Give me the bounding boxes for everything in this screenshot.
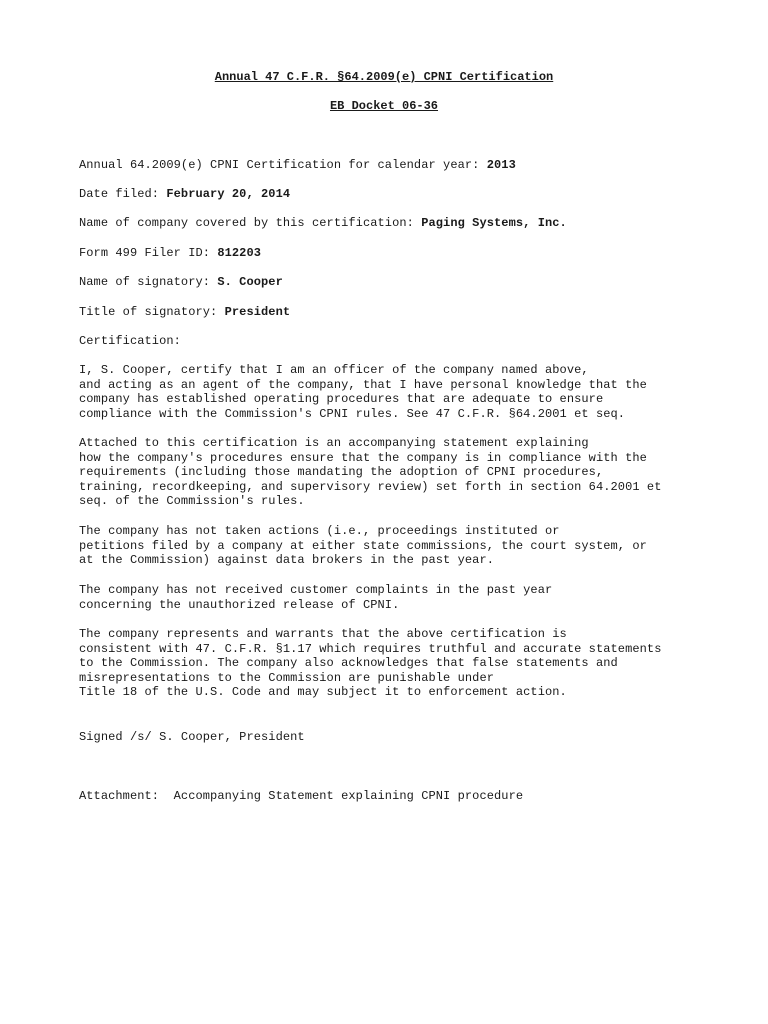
signatory-label: Name of signatory: [79, 275, 218, 289]
company-value: Paging Systems, Inc. [421, 216, 567, 230]
filer-id-value: 812203 [217, 246, 262, 260]
signatory-field [79, 275, 283, 290]
company-label: Name of company covered by this certification: [79, 216, 422, 230]
signatory-value: S. Cooper [217, 275, 283, 289]
date-filed-field [79, 187, 290, 202]
paragraph-data-brokers: The company has not taken actions (i.e., proceedings instituted or petitions filed by a company at either state commissions, the court system, or at the Commission) against data brokers in the past year. [79, 524, 647, 568]
signature-line: Signed /s/ S. Cooper, President [79, 730, 305, 744]
date-filed-value: February 20, 2014 [166, 187, 291, 201]
certification-label: Certification: [79, 334, 181, 348]
date-filed-label: Date filed: [79, 187, 167, 201]
calendar-year-value: 2013 [486, 158, 516, 172]
paragraph-officer-certification: I, S. Cooper, certify that I am an officer of the company named above, and acting as an agent of the company, that I have personal knowledge that the company has established operating procedures that are adequate to ensure compliance with the Commission's CPNI rules. See 47 C.F.R. §64.2001 et seq. [79, 363, 647, 421]
attachment-line: Attachment: Accompanying Statement explaining CPNI procedure [79, 789, 524, 803]
paragraph-complaints: The company has not received customer complaints in the past year concerning the unauthorized release of CPNI. [79, 583, 553, 612]
paragraph-representations: The company represents and warrants that the above certification is consistent with 47. C.F.R. §1.17 which requires truthful and accurate statements to the Commission. The company also acknowledges that false statements and misrepresentations to the Commission are punishable under Title 18 of the U.S. Code and may subject it to enforcement action. [79, 627, 662, 700]
calendar-year-field [79, 158, 516, 173]
signatory-title-value: President [224, 305, 291, 319]
filer-id-label: Form 499 Filer ID: [79, 246, 218, 260]
calendar-year-label: Annual 64.2009(e) CPNI Certification for calendar year: [79, 158, 487, 172]
company-field [79, 216, 567, 231]
signatory-title-field [79, 305, 290, 320]
document-title: Annual 47 C.F.R. §64.2009(e) CPNI Certification [214, 70, 554, 84]
signatory-title-label: Title of signatory: [79, 305, 225, 319]
paragraph-accompanying-statement: Attached to this certification is an accompanying statement explaining how the company's procedures ensure that the company is in compliance with the requirements (including those mandating the adoption of CPNI procedures, training, recordkeeping, and supervisory review) set forth in section 64.2001 et seq. of the Commission's rules. [79, 436, 662, 509]
docket-number: EB Docket 06-36 [329, 99, 439, 113]
filer-id-field [79, 246, 261, 261]
